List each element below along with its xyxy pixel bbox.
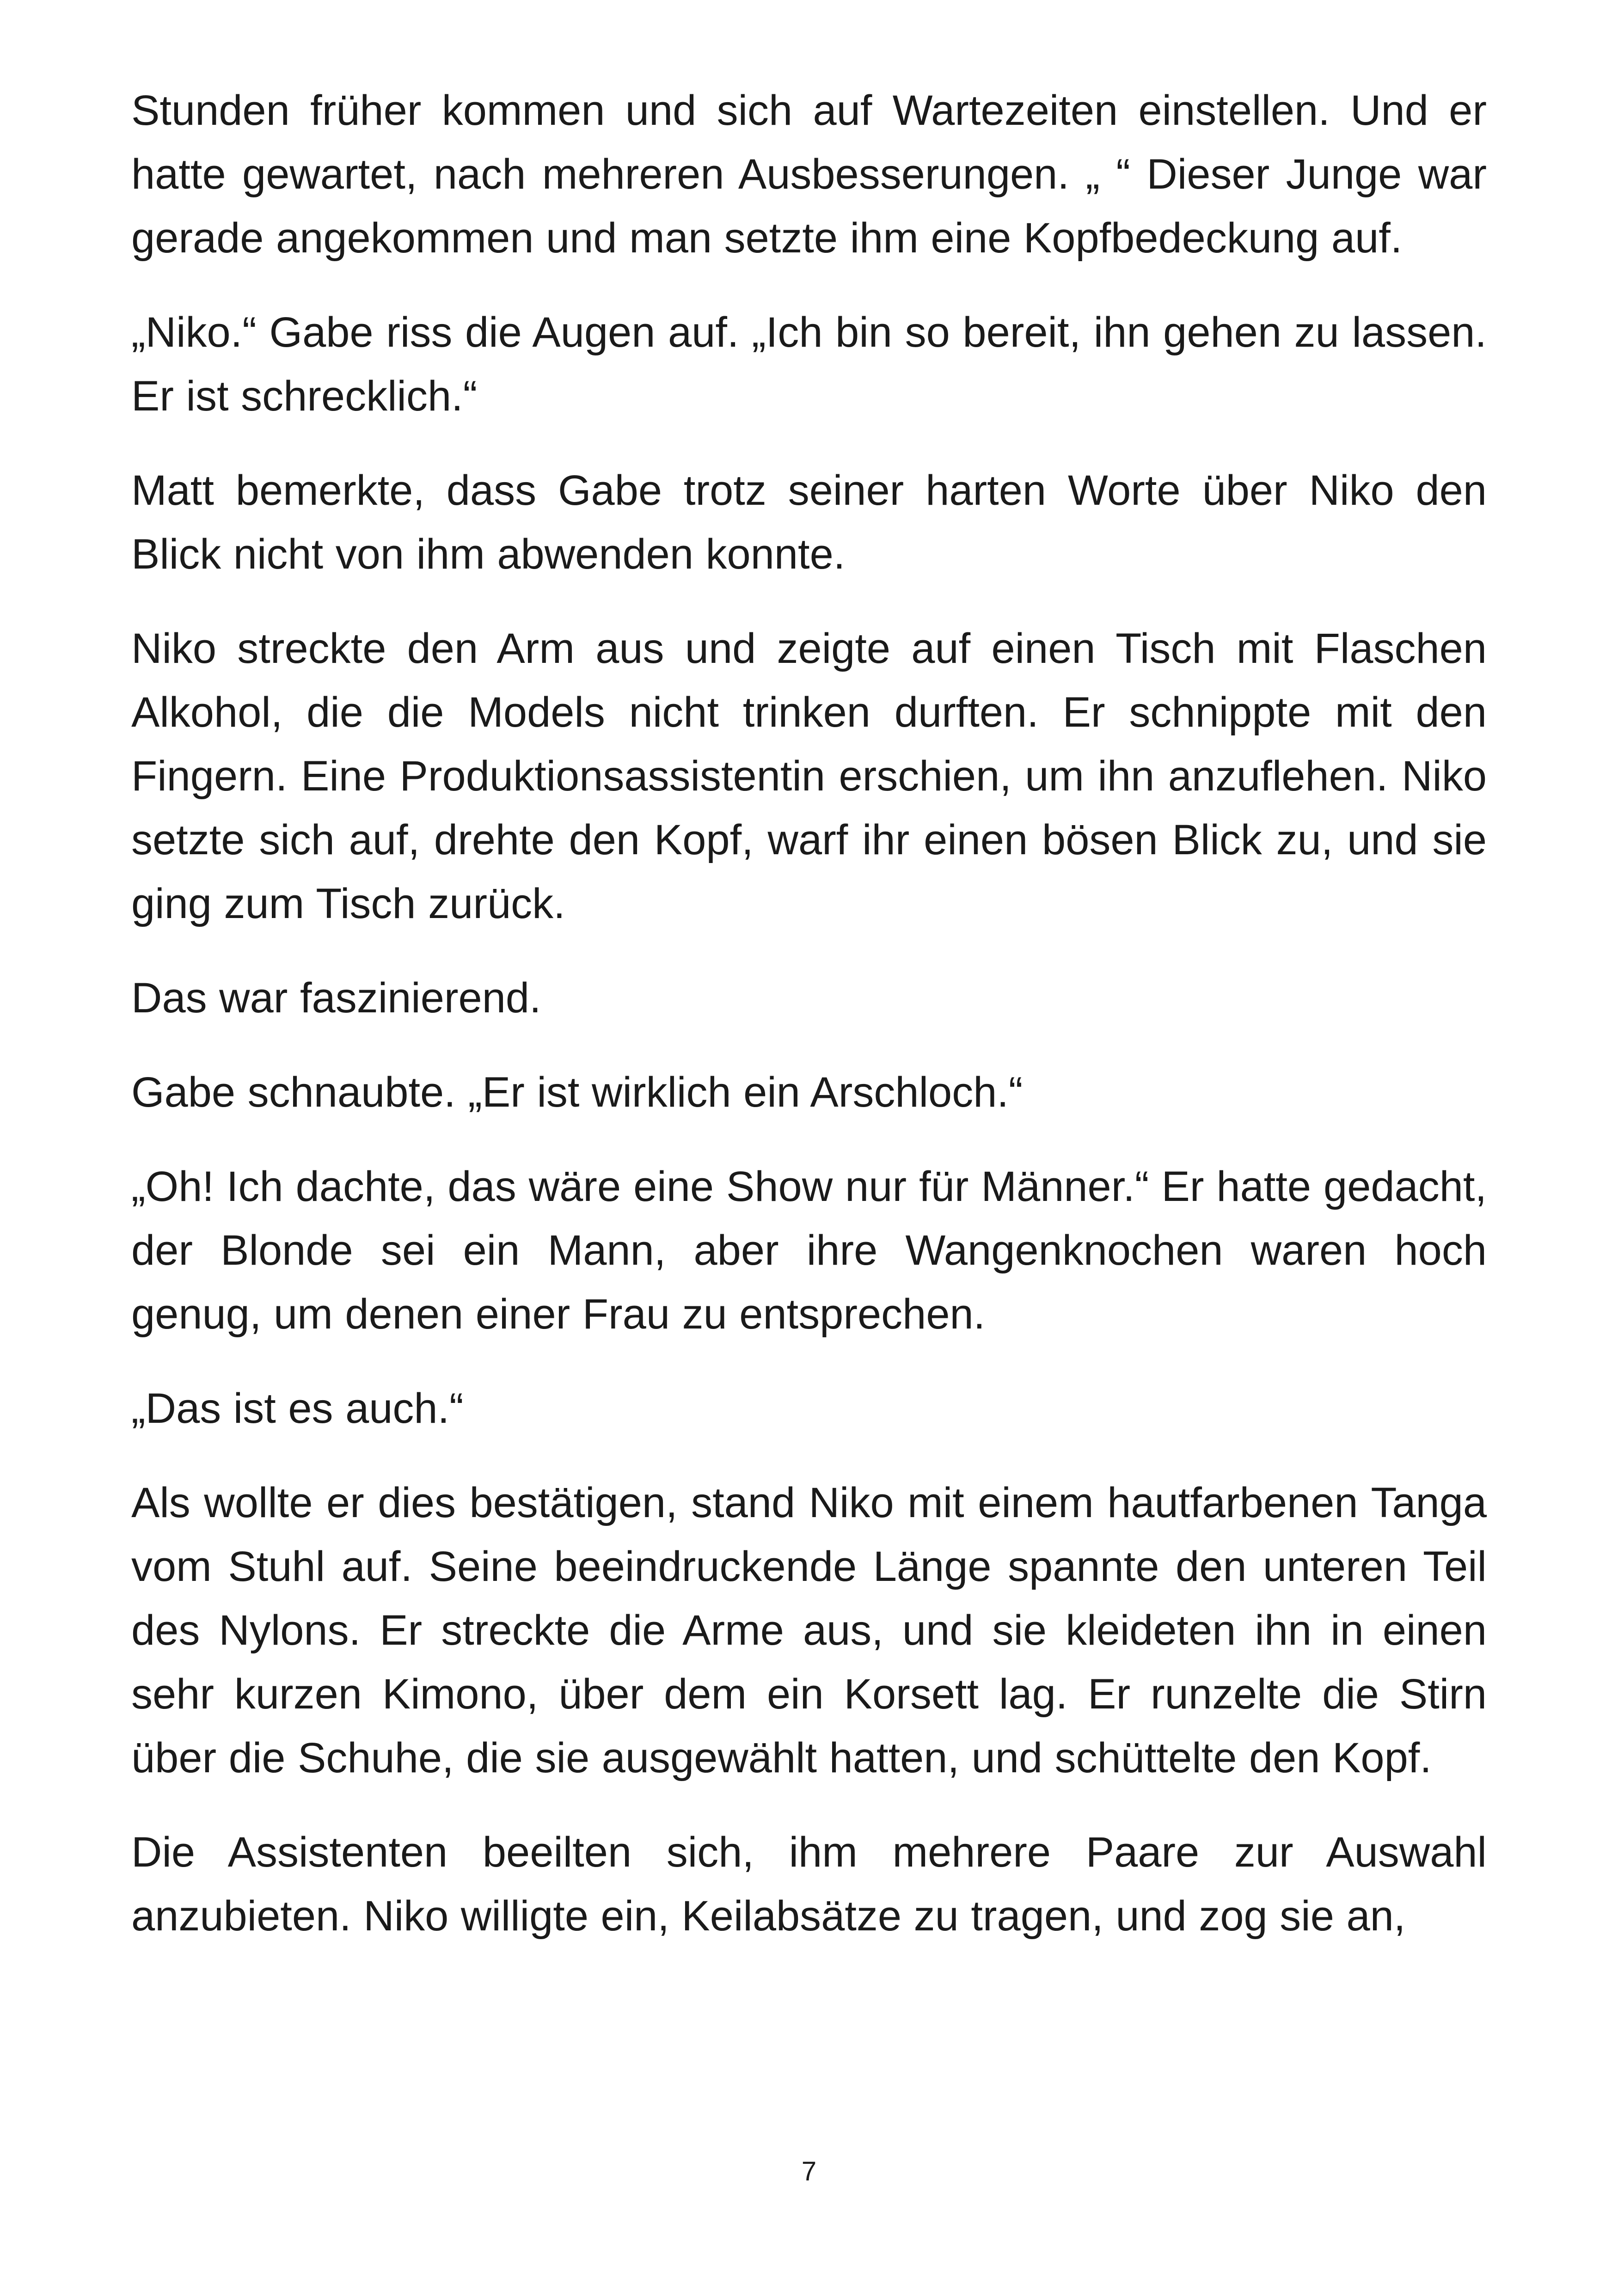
paragraph-5: Das war faszinierend. (131, 974, 541, 1022)
paragraph-2: „Niko.“ Gabe riss die Augen auf. „Ich bin so bereit, ihn gehen zu lassen. Er ist schrecklich.“ (131, 309, 1487, 420)
paragraph-6: Gabe schnaubte. „Er ist wirklich ein Arschloch.“ (131, 1069, 1023, 1116)
paragraph-8: „Das ist es auch.“ (131, 1385, 464, 1432)
page-number: 7 (801, 2156, 817, 2186)
paragraph-3: Matt bemerkte, dass Gabe trotz seiner harten Worte über Niko den Blick nicht von ihm abwenden konnte. (131, 467, 1487, 578)
paragraph-1: Stunden früher kommen und sich auf Wartezeiten einstellen. Und er hatte gewartet, nach mehreren Ausbesserungen. „ “ Dieser Junge war gerade angekommen und man setzte ihm eine Kopfbedeckung auf. (131, 87, 1487, 262)
body-text (131, 79, 1487, 1978)
paragraph-9: Als wollte er dies bestätigen, stand Niko mit einem hautfarbenen Tanga vom Stuhl auf. Seine beeindruckende Länge spannte den unteren Teil des Nylons. Er streckte die Arme aus, und sie kleideten ihn in einen sehr kurzen Kimono, über dem ein Korsett lag. Er runzelte die Stirn über die Schuhe, die sie ausgewählt hatten, und schüttelte den Kopf. (131, 1479, 1487, 1782)
paragraph-10: Die Assistenten beeilten sich, ihm mehrere Paare zur Auswahl anzubieten. Niko willigte ein, Keilabsätze zu tragen, und zog sie an, (131, 1829, 1487, 1940)
paragraph-4: Niko streckte den Arm aus und zeigte auf einen Tisch mit Flaschen Alkohol, die die Models nicht trinken durften. Er schnippte mit den Fingern. Eine Produktionsassistentin erschien, um ihn anzuflehen. Niko setzte sich auf, drehte den Kopf, warf ihr einen bösen Blick zu, und sie ging zum Tisch zurück. (131, 625, 1487, 927)
paragraph-7: „Oh! Ich dachte, das wäre eine Show nur für Männer.“ Er hatte gedacht, der Blonde sei ein Mann, aber ihre Wangenknochen waren hoch genug, um denen einer Frau zu entsprechen. (131, 1163, 1487, 1338)
